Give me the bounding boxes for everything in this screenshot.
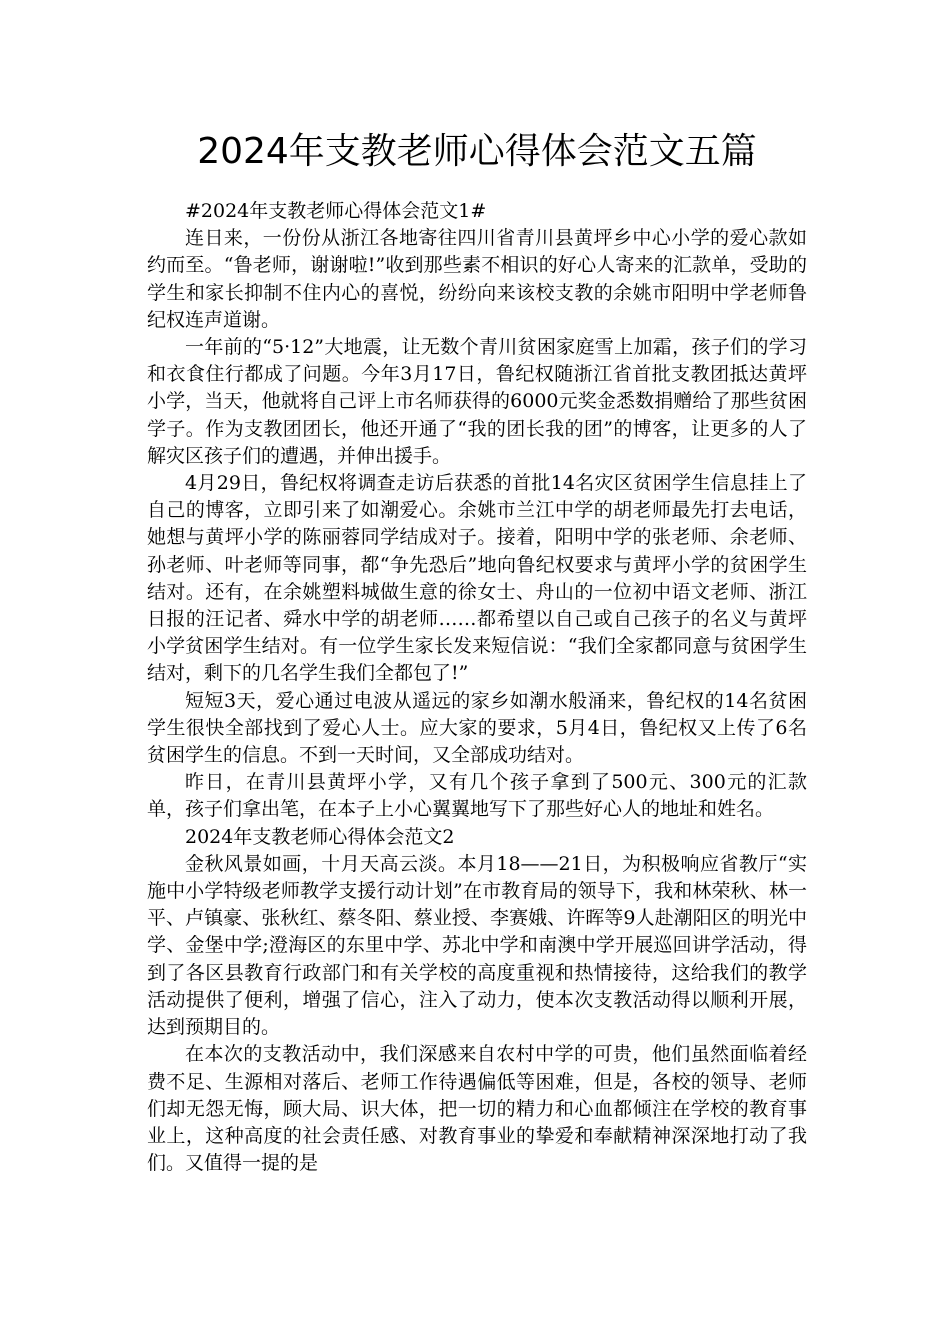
paragraph: 短短3天，爱心通过电波从遥远的家乡如潮水般涌来，鲁纪权的14名贫困学生很快全部找到了爱心人士。应大家的要求，5月4日，鲁纪权又上传了6名贫困学生的信息。不到一天时间，又全部成功结对。 <box>147 689 807 767</box>
paragraph: 4月29日，鲁纪权将调查走访后获悉的首批14名灾区贫困学生信息挂上了自己的博客，立即引来了如潮爱心。余姚市兰江中学的胡老师最先打去电话，她想与黄坪小学的陈丽蓉同学结成对子。接着，阳明中学的张老师、余老师、孙老师、叶老师等同事，都“争先恐后”地向鲁纪权要求与黄坪小学的贫困学生结对。还有，在余姚塑料城做生意的徐女士、舟山的一位初中语文老师、浙江日报的汪记者、舜水中学的胡老师……都希望以自己或自己孩子的名义与黄坪小学贫困学生结对。有一位学生家长发来短信说：“我们全家都同意与贫困学生结对，剩下的几名学生我们全都包了!” <box>147 472 807 685</box>
document-body <box>147 198 807 1177</box>
document-page <box>147 0 807 1177</box>
paragraph: 昨日，在青川县黄坪小学，又有几个孩子拿到了500元、300元的汇款单，孩子们拿出笔，在本子上小心翼翼地写下了那些好心人的地址和姓名。 <box>147 771 807 821</box>
paragraph: 金秋风景如画，十月天高云淡。本月18——21日，为积极响应省教厅“实施中小学特级老师教学支援行动计划”在市教育局的领导下，我和林荣秋、林一平、卢镇豪、张秋红、蔡冬阳、蔡业授、李赛娥、许晖等9人赴潮阳区的明光中学、金堡中学;澄海区的东里中学、苏北中学和南澳中学开展巡回讲学活动，得到了各区县教育行政部门和有关学校的高度重视和热情接待，这给我们的教学活动提供了便利，增强了信心，注入了动力，使本次支教活动得以顺利开展，达到预期目的。 <box>147 852 807 1039</box>
section-heading-2: 2024年支教老师心得体会范文2 <box>185 825 455 848</box>
document-title: 2024年支教老师心得体会范文五篇 <box>197 131 757 172</box>
paragraph: 连日来，一份份从浙江各地寄往四川省青川县黄坪乡中心小学的爱心款如约而至。“鲁老师，谢谢啦!”收到那些素不相识的好心人寄来的汇款单，受助的学生和家长抑制不住内心的喜悦，纷纷向来该校支教的余姚市阳明中学老师鲁纪权连声道谢。 <box>147 227 807 331</box>
paragraph: 在本次的支教活动中，我们深感来自农村中学的可贵，他们虽然面临着经费不足、生源相对落后、老师工作待遇偏低等困难，但是，各校的领导、老师们却无怨无悔，顾大局、识大体，把一切的精力和心血都倾注在学校的教育事业上，这种高度的社会责任感、对教育事业的挚爱和奉献精神深深地打动了我们。又值得一提的是 <box>147 1043 807 1175</box>
paragraph: 一年前的“5·12”大地震，让无数个青川贫困家庭雪上加霜，孩子们的学习和衣食住行都成了问题。今年3月17日，鲁纪权随浙江省首批支教团抵达黄坪小学，当天，他就将自己评上市名师获得的6000元奖金悉数捐赠给了那些贫困学子。作为支教团团长，他还开通了“我的团长我的团”的博客，让更多的人了解灾区孩子们的遭遇，并伸出援手。 <box>147 336 807 467</box>
section-heading-1: #2024年支教老师心得体会范文1# <box>185 200 487 222</box>
